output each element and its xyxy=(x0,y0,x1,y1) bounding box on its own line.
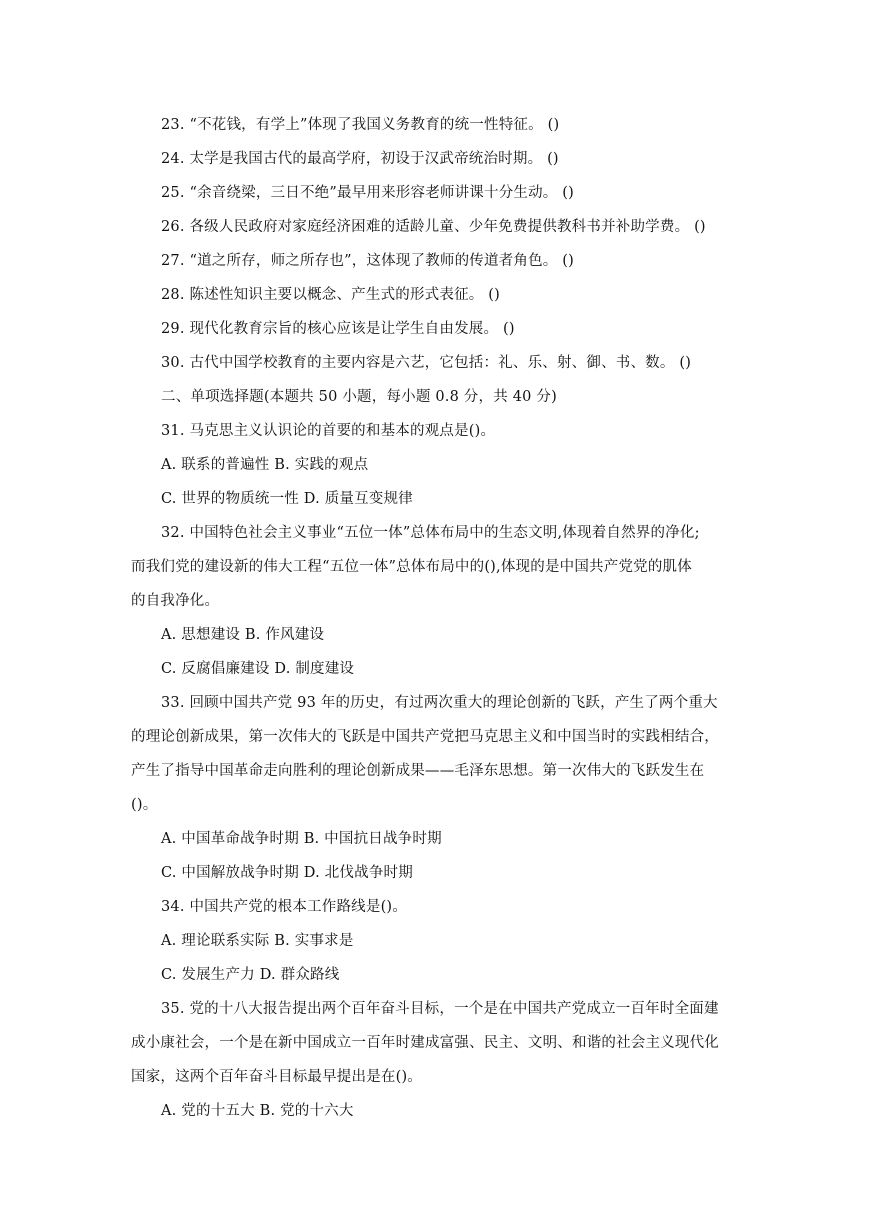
text-line: 24. 太学是我国古代的最高学府，初设于汉武帝统治时期。 () xyxy=(161,151,559,167)
text-line: 27. “道之所存，师之所存也”，这体现了教师的传道者角色。 () xyxy=(161,253,575,269)
text-line: ()。 xyxy=(131,797,158,813)
text-line: 23. “不花钱，有学上”体现了我国义务教育的统一性特征。 () xyxy=(161,117,560,133)
text-line: A. 中国革命战争时期 B. 中国抗日战争时期 xyxy=(161,831,442,847)
text-line: 29. 现代化教育宗旨的核心应该是让学生自由发展。 () xyxy=(161,321,515,337)
text-line: 的理论创新成果，第一次伟大的飞跃是中国共产党把马克思主义和中国当时的实践相结合， xyxy=(131,729,719,745)
text-line: A. 理论联系实际 B. 实事求是 xyxy=(161,933,354,949)
text-line: 成小康社会，一个是在新中国成立一百年时建成富强、民主、文明、和谐的社会主义现代化 xyxy=(131,1035,719,1051)
text-line: A. 联系的普遍性 B. 实践的观点 xyxy=(161,457,369,473)
text-line: 二、单项选择题(本题共 50 小题，每小题 0.8 分，共 40 分) xyxy=(161,389,557,405)
text-line: 32. 中国特色社会主义事业“五位一体”总体布局中的生态文明,体现着自然界的净化; xyxy=(161,525,700,541)
text-line: 25. “余音绕梁，三日不绝”最早用来形容老师讲课十分生动。 () xyxy=(161,185,575,201)
text-line: 而我们党的建设新的伟大工程“五位一体”总体布局中的(),体现的是中国共产党党的肌体 xyxy=(131,559,692,575)
text-line: 产生了指导中国革命走向胜利的理论创新成果——毛泽东思想。第一次伟大的飞跃发生在 xyxy=(131,763,705,779)
text-line: A. 思想建设 B. 作风建设 xyxy=(161,627,325,643)
text-line: 30. 古代中国学校教育的主要内容是六艺，它包括：礼、乐、射、御、书、数。 () xyxy=(161,355,692,371)
text-line: 28. 陈述性知识主要以概念、产生式的形式表征。 () xyxy=(161,287,500,303)
text-line: C. 世界的物质统一性 D. 质量互变规律 xyxy=(161,491,413,507)
document-body xyxy=(0,108,869,1128)
text-line: 国家，这两个百年奋斗目标最早提出是在()。 xyxy=(131,1069,423,1085)
text-line: C. 中国解放战争时期 D. 北伐战争时期 xyxy=(161,865,413,881)
text-line: 33. 回顾中国共产党 93 年的历史，有过两次重大的理论创新的飞跃，产生了两个重大 xyxy=(161,695,718,711)
text-line: A. 党的十五大 B. 党的十六大 xyxy=(161,1103,354,1119)
text-line: 35. 党的十八大报告提出两个百年奋斗目标，一个是在中国共产党成立一百年时全面建 xyxy=(161,1001,719,1017)
text-line: C. 发展生产力 D. 群众路线 xyxy=(161,967,340,983)
text-line: C. 反腐倡廉建设 D. 制度建设 xyxy=(161,661,355,677)
text-line: 的自我净化。 xyxy=(131,593,220,609)
text-line: 34. 中国共产党的根本工作路线是()。 xyxy=(161,899,407,915)
text-line: 26. 各级人民政府对家庭经济困难的适龄儿童、少年免费提供教科书并补助学费。 () xyxy=(161,219,706,235)
text-line: 31. 马克思主义认识论的首要的和基本的观点是()。 xyxy=(161,423,496,439)
